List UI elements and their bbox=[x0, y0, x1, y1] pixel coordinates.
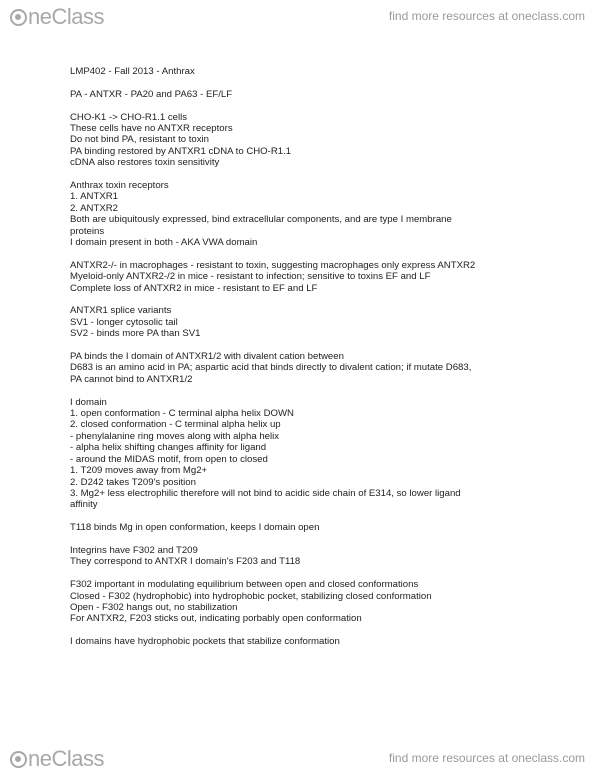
text-line: Complete loss of ANTXR2 in mice - resistant to EF and LF bbox=[70, 282, 318, 294]
document-body bbox=[70, 66, 570, 648]
text-line: SV1 - longer cytosolic tail bbox=[70, 316, 178, 328]
page-footer bbox=[0, 740, 595, 770]
text-line: Anthrax toxin receptors bbox=[70, 180, 169, 192]
paragraph-gap bbox=[70, 568, 570, 579]
text-line: Open - F302 hangs out, no stabilization bbox=[70, 601, 238, 613]
text-line: CHO-K1 -> CHO-R1.1 cells bbox=[70, 111, 188, 123]
paragraph-gap bbox=[70, 100, 570, 111]
paragraph-gap bbox=[70, 534, 570, 545]
logo-text: neClass bbox=[28, 4, 104, 29]
text-line: D683 is an amino acid in PA; aspartic acid that binds directly to divalent cation; if mutate D683, bbox=[70, 362, 472, 374]
paragraph-gap bbox=[70, 385, 570, 396]
text-line: 1. T209 moves away from Mg2+ bbox=[70, 465, 208, 477]
text-line: 1. ANTXR1 bbox=[70, 191, 118, 203]
paragraph-gap bbox=[70, 625, 570, 636]
text-line: For ANTXR2, F203 sticks out, indicating porbably open conformation bbox=[70, 613, 362, 625]
paragraph-gap bbox=[70, 511, 570, 522]
logo-o-icon bbox=[10, 9, 27, 26]
paragraph-gap bbox=[70, 340, 570, 351]
text-line: Closed - F302 (hydrophobic) into hydrophobic pocket, stabilizing closed conformation bbox=[70, 590, 432, 602]
text-line: I domains have hydrophobic pockets that stabilize conformation bbox=[70, 636, 340, 648]
text-line: cDNA also restores toxin sensitivity bbox=[70, 157, 220, 169]
text-line: F302 important in modulating equilibrium between open and closed conformations bbox=[70, 579, 419, 591]
paragraph-gap bbox=[70, 77, 570, 88]
text-line: PA - ANTXR - PA20 and PA63 - EF/LF bbox=[70, 88, 233, 100]
text-line: PA cannot bind to ANTXR1/2 bbox=[70, 373, 193, 385]
paragraph-gap bbox=[70, 169, 570, 180]
text-line: - phenylalanine ring moves along with alpha helix bbox=[70, 430, 280, 442]
text-line: ANTXR1 splice variants bbox=[70, 305, 172, 317]
logo-o-icon bbox=[10, 751, 27, 768]
text-line: T118 binds Mg in open conformation, keeps I domain open bbox=[70, 522, 320, 534]
paragraph-gap bbox=[70, 248, 570, 259]
text-line: I domain bbox=[70, 396, 107, 408]
oneclass-logo[interactable] bbox=[10, 4, 104, 30]
paragraph-gap bbox=[70, 294, 570, 305]
text-line: - around the MIDAS motif, from open to closed bbox=[70, 453, 268, 465]
text-line: 2. closed conformation - C terminal alpha helix up bbox=[70, 419, 281, 431]
text-line: SV2 - binds more PA than SV1 bbox=[70, 328, 201, 340]
header-tagline-link[interactable]: find more resources at oneclass.com bbox=[388, 9, 585, 23]
text-line: They correspond to ANTXR I domain's F203 and T118 bbox=[70, 556, 301, 568]
text-line: affinity bbox=[70, 499, 98, 511]
text-line: ANTXR2-/- in macrophages - resistant to toxin, suggesting macrophages only express ANTXR2 bbox=[70, 259, 476, 271]
footer-tagline-link[interactable]: find more resources at oneclass.com bbox=[388, 751, 585, 765]
text-line: proteins bbox=[70, 225, 105, 237]
text-line: I domain present in both - AKA VWA domain bbox=[70, 237, 258, 249]
text-line: 2. D242 takes T209's position bbox=[70, 476, 196, 488]
text-line: Both are ubiquitously expressed, bind extracellular components, and are type I membrane bbox=[70, 214, 452, 226]
text-line: Do not bind PA, resistant to toxin bbox=[70, 134, 210, 146]
page-header bbox=[0, 0, 595, 32]
text-line: 2. ANTXR2 bbox=[70, 202, 118, 214]
text-line: PA binding restored by ANTXR1 cDNA to CHO-R1.1 bbox=[70, 145, 292, 157]
text-line: - alpha helix shifting changes affinity for ligand bbox=[70, 442, 267, 454]
text-line: Integrins have F302 and T209 bbox=[70, 544, 198, 556]
text-line: LMP402 - Fall 2013 - Anthrax bbox=[70, 66, 195, 77]
oneclass-logo-footer[interactable] bbox=[10, 746, 104, 772]
text-line: These cells have no ANTXR receptors bbox=[70, 123, 233, 134]
logo-text: neClass bbox=[28, 746, 104, 771]
text-line: 3. Mg2+ less electrophilic therefore will not bind to acidic side chain of E314, so lower ligand bbox=[70, 487, 461, 499]
text-line: PA binds the I domain of ANTXR1/2 with divalent cation between bbox=[70, 351, 344, 363]
text-line: Myeloid-only ANTXR2-/2 in mice - resistant to infection; sensitive to toxins EF and LF bbox=[70, 271, 431, 283]
text-line: 1. open conformation - C terminal alpha helix DOWN bbox=[70, 408, 294, 420]
